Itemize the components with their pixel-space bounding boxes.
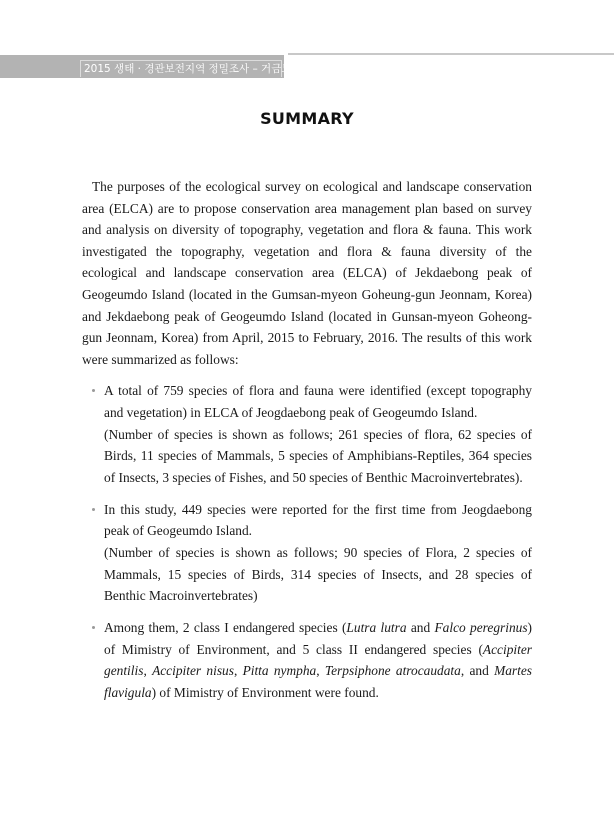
summary-body [82, 176, 532, 714]
species-scientific-name: Falco peregrinus [434, 620, 528, 636]
bullet-dot-icon [92, 389, 95, 392]
species-scientific-name: Accipiter gentilis [104, 641, 532, 679]
result-main-text: In this study, 449 species were reported for the first time from Jeogdaebong peak of Geogeumdo Island. [104, 501, 532, 539]
result-item-total-species [82, 380, 532, 488]
text-segment: and [406, 620, 435, 636]
result-main-text: A total of 759 species of flora and fauna were identified (except topography and vegetation) in ELCA of Jeogdaebong peak of Geogeumdo Island. [104, 383, 532, 420]
intro-paragraph: The purposes of the ecological survey on ecological and landscape conservation area (ELCA) are to propose conservation area management plan based on survey and analysis on diversity of topography, vegetation and flora & fauna. This work investigated the topography, vegetation and flora & fauna diversity of the ecological and landscape conservation area (ELCA) of Jekdaebong peak of Geogeumdo Island (located in the Gumsan-myeon Goheung-gun Jeonnam, Korea) and Jekdaebong peak of Geogeumdo Island (located in Gunsan-myeon Goheong-gun Jeonnam, Korea) from April, 2015 to February, 2016. The results of this work were summarized as follows: [82, 179, 532, 367]
text-segment: Among them, 2 class I endangered species ( [104, 620, 347, 636]
result-detail-text: (Number of species is shown as follows; 90 species of Flora, 2 species of Mammals, 15 species of Birds, 314 species of Insects, and 28 species of Benthic Macroinvertebrates) [104, 545, 532, 604]
species-scientific-name: Martes flavigula [104, 663, 532, 701]
bullet-dot-icon [92, 508, 95, 511]
result-item-endangered-species [82, 617, 532, 703]
page-title: SUMMARY [260, 109, 354, 128]
species-scientific-name: Lutra lutra [346, 620, 407, 636]
text-segment: , [143, 663, 153, 679]
species-scientific-name: Accipiter nisus [152, 663, 234, 679]
bullet-dot-icon [92, 626, 95, 629]
species-scientific-name: Pitta nympha [242, 663, 317, 679]
result-item-first-records [82, 499, 532, 607]
result-detail-text: (Number of species is shown as follows; 261 species of flora, 62 species of Birds, 11 species of Mammals, 5 species of Amphibians-Reptiles, 364 species of Insects, 3 species of Fishes, and 50 species of Benthic Macroinvertebrates). [104, 426, 532, 485]
results-list [82, 380, 532, 703]
text-segment: ) of Mimistry of Environment were found. [151, 685, 379, 701]
text-segment: , and [460, 663, 495, 679]
result-endangered-text [104, 617, 532, 703]
text-segment: , [233, 663, 243, 679]
running-header-title: 2015 생태 · 경관보전지역 정밀조사 – 거금도 적대봉 [80, 60, 282, 77]
text-segment: , [316, 663, 325, 679]
text-segment: ) of Mimistry of Environment, and 5 class II endangered species ( [104, 620, 533, 657]
species-scientific-name: Terpsiphone atrocaudata [324, 663, 461, 679]
running-header-rule [288, 53, 614, 55]
